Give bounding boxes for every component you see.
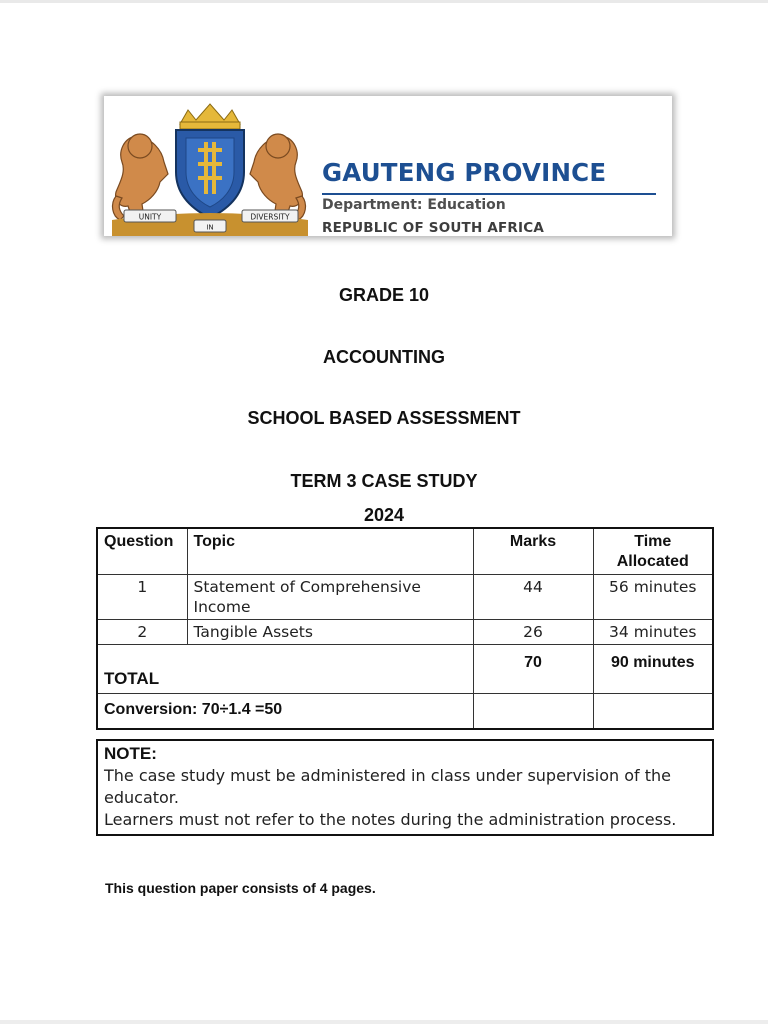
assessment-heading: SCHOOL BASED ASSESSMENT	[247, 408, 521, 428]
header-question: Question	[97, 528, 187, 575]
table-header-row	[97, 528, 713, 575]
logo-divider	[322, 193, 656, 195]
total-marks: 70	[473, 645, 593, 694]
total-label: TOTAL	[97, 645, 473, 694]
conversion-text: Conversion: 70÷1.4 =50	[97, 694, 473, 730]
total-row	[97, 645, 713, 694]
subject-heading: ACCOUNTING	[323, 347, 445, 367]
row-marks: 26	[473, 620, 593, 645]
motto-left: UNITY	[138, 212, 162, 222]
country-name: REPUBLIC OF SOUTH AFRICA	[322, 220, 545, 236]
year-heading: 2024	[363, 505, 405, 525]
motto-middle: IN	[206, 223, 214, 232]
row-topic: Tangible Assets	[187, 620, 473, 645]
province-title: GAUTENG PROVINCE	[322, 158, 607, 187]
department-name: Department: Education	[322, 197, 506, 213]
page-bottom-edge	[0, 1020, 768, 1024]
row-marks: 44	[473, 575, 593, 620]
note-line: Learners must not refer to the notes during the administration process.	[104, 810, 677, 829]
note-line: The case study must be administered in class under supervision of the educator.	[104, 766, 671, 807]
table-row	[97, 575, 713, 620]
conversion-row	[97, 694, 713, 730]
header-marks: Marks	[473, 528, 593, 575]
row-question: 1	[97, 575, 187, 620]
note-title: NOTE:	[104, 744, 157, 763]
grade-heading: GRADE 10	[338, 285, 430, 305]
header-topic: Topic	[187, 528, 473, 575]
row-question: 2	[97, 620, 187, 645]
row-time: 34 minutes	[593, 620, 713, 645]
row-time: 56 minutes	[593, 575, 713, 620]
table-row	[97, 620, 713, 645]
conversion-empty-cell	[473, 694, 593, 730]
page-top-edge	[0, 0, 768, 3]
total-time: 90 minutes	[593, 645, 713, 694]
header-time: Time Allocated	[593, 528, 713, 575]
marks-table	[96, 527, 714, 730]
row-topic: Statement of Comprehensive Income	[187, 575, 473, 620]
task-heading: TERM 3 CASE STUDY	[290, 471, 478, 491]
department-logo-banner	[104, 96, 672, 236]
note-box	[96, 739, 714, 836]
conversion-empty-cell	[593, 694, 713, 730]
coat-of-arms-icon	[106, 96, 314, 236]
page-count-note: This question paper consists of 4 pages.	[105, 880, 376, 896]
motto-right: DIVERSITY	[250, 212, 290, 222]
